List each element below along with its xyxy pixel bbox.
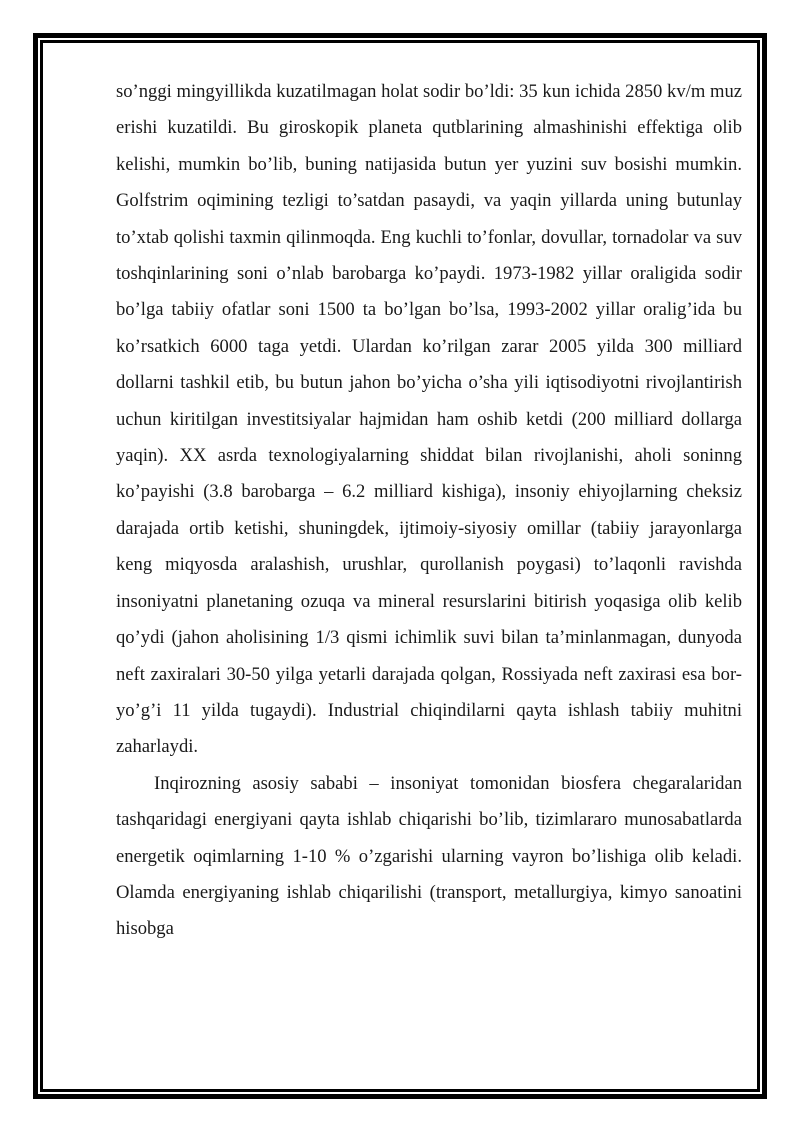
paragraph-2: Inqirozning asosiy sababi – insoniyat tomonidan biosfera chegaralaridan tashqaridagi energiyani qayta ishlab chiqarishi bo’lib, tizimlararo munosabatlarda energetik oqimlarning 1-10 % o’zgarishi ularning vayron bo’lishiga olib keladi. Olamda energiyaning ishlab chiqarilishi (transport, metallurgiya, kimyo sanoatini hisobga: [116, 772, 742, 940]
paragraph-1: so’nggi mingyillikda kuzatilmagan holat sodir bo’ldi: 35 kun ichida 2850 kv/m muz erishi kuzatildi. Bu giroskopik planeta qutblarining almashinishi effektiga olib kelishi, mumkin bo’lib, buning natijasida butun yer yuzini suv bosishi mumkin. Golfstrim oqimining tezligi to’satdan pasaydi, va yaqin yillarda uning butunlay to’xtab qolishi taxmin qilinmoqda. Eng kuchli to’fonlar, dovullar, tornadolar va suv toshqinlarining soni o’nlab barobarga ko’paydi. 1973-1982 yillar oraligida sodir bo’lga tabiiy ofatlar soni 1500 ta bo’lgan bo’lsa, 1993-2002 yillar oralig’ida bu ko’rsatkich 6000 taga yetdi. Ulardan ko’rilgan zarar 2005 yilda 300 milliard dollarni tashkil etib, bu butun jahon bo’yicha o’sha yili iqtisodiyotni rivojlantirish uchun kiritilgan investitsiyalar hajmidan ham oshib ketdi (200 milliard dollarga yaqin). XX asrda texnologiyalarning shiddat bilan rivojlanishi, aholi soninng ko’payishi (3.8 barobarga – 6.2 milliard kishiga), insoniy ehiyojlarning cheksiz darajada ortib ketishi, shuningdek, ijtimoiy-siyosiy omillar (tabiiy jarayonlarga keng miqyosda aralashish, urushlar, qurollanish poygasi) to’laqonli ravishda insoniyatni planetaning ozuqa va mineral resurslarini bitirish yoqasiga olib kelib qo’ydi (jahon aholisining 1/3 qismi ichimlik suvi bilan ta’minlanmagan, dunyoda neft zaxiralari 30-50 yilga yetarli darajada qolgan, Rossiyada neft zaxirasi esa bor-yo’g’i 11 yilda tugaydi). Industrial chiqindilarni qayta ishlash tabiiy muhitni zaharlaydi.: [116, 81, 742, 758]
document-body: [116, 74, 742, 948]
